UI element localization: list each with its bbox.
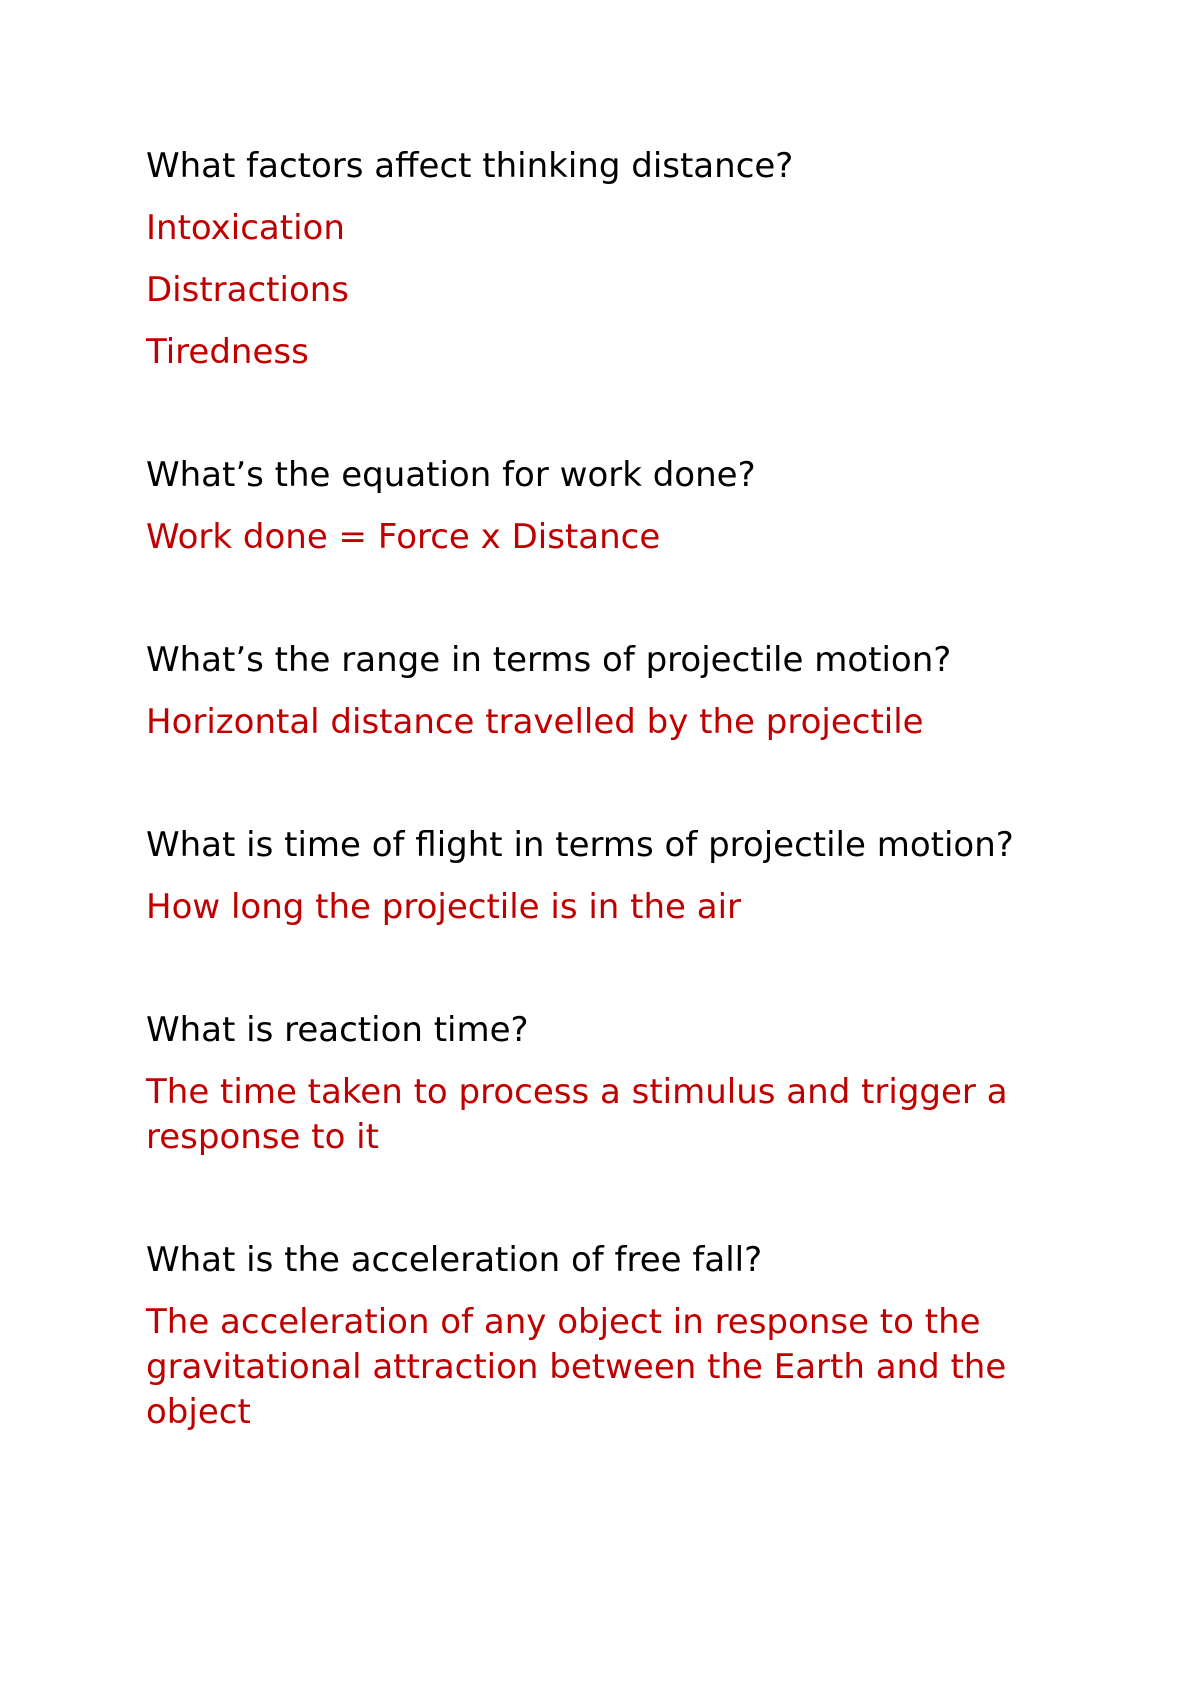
qa-block-thinking-distance <box>146 144 1086 375</box>
question-text: What is the acceleration of free fall? <box>146 1240 763 1280</box>
qa-block-free-fall <box>146 1238 1086 1435</box>
answer-text: Distractions <box>146 270 350 310</box>
qa-block-range <box>146 638 1086 745</box>
document-page <box>146 144 1086 1513</box>
answer-text: Horizontal distance travelled by the projectile <box>146 702 924 742</box>
qa-block-work-done <box>146 453 1086 560</box>
question-text: What is time of flight in terms of projectile motion? <box>146 825 1014 865</box>
qa-block-time-of-flight <box>146 823 1086 930</box>
answer-text: The time taken to process a stimulus and trigger a response to it <box>146 1072 1008 1157</box>
answer-text: Work done = Force x Distance <box>146 517 661 557</box>
qa-block-reaction-time <box>146 1008 1086 1160</box>
answer-text: Intoxication <box>146 208 345 248</box>
question-text: What is reaction time? <box>146 1010 529 1050</box>
answer-text: Tiredness <box>146 332 309 372</box>
answer-text: How long the projectile is in the air <box>146 887 742 927</box>
question-text: What’s the range in terms of projectile motion? <box>146 640 952 680</box>
question-text: What’s the equation for work done? <box>146 455 756 495</box>
answer-text: The acceleration of any object in response to the gravitational attraction between the Earth and the object <box>146 1302 1007 1432</box>
question-text: What factors affect thinking distance? <box>146 146 794 186</box>
